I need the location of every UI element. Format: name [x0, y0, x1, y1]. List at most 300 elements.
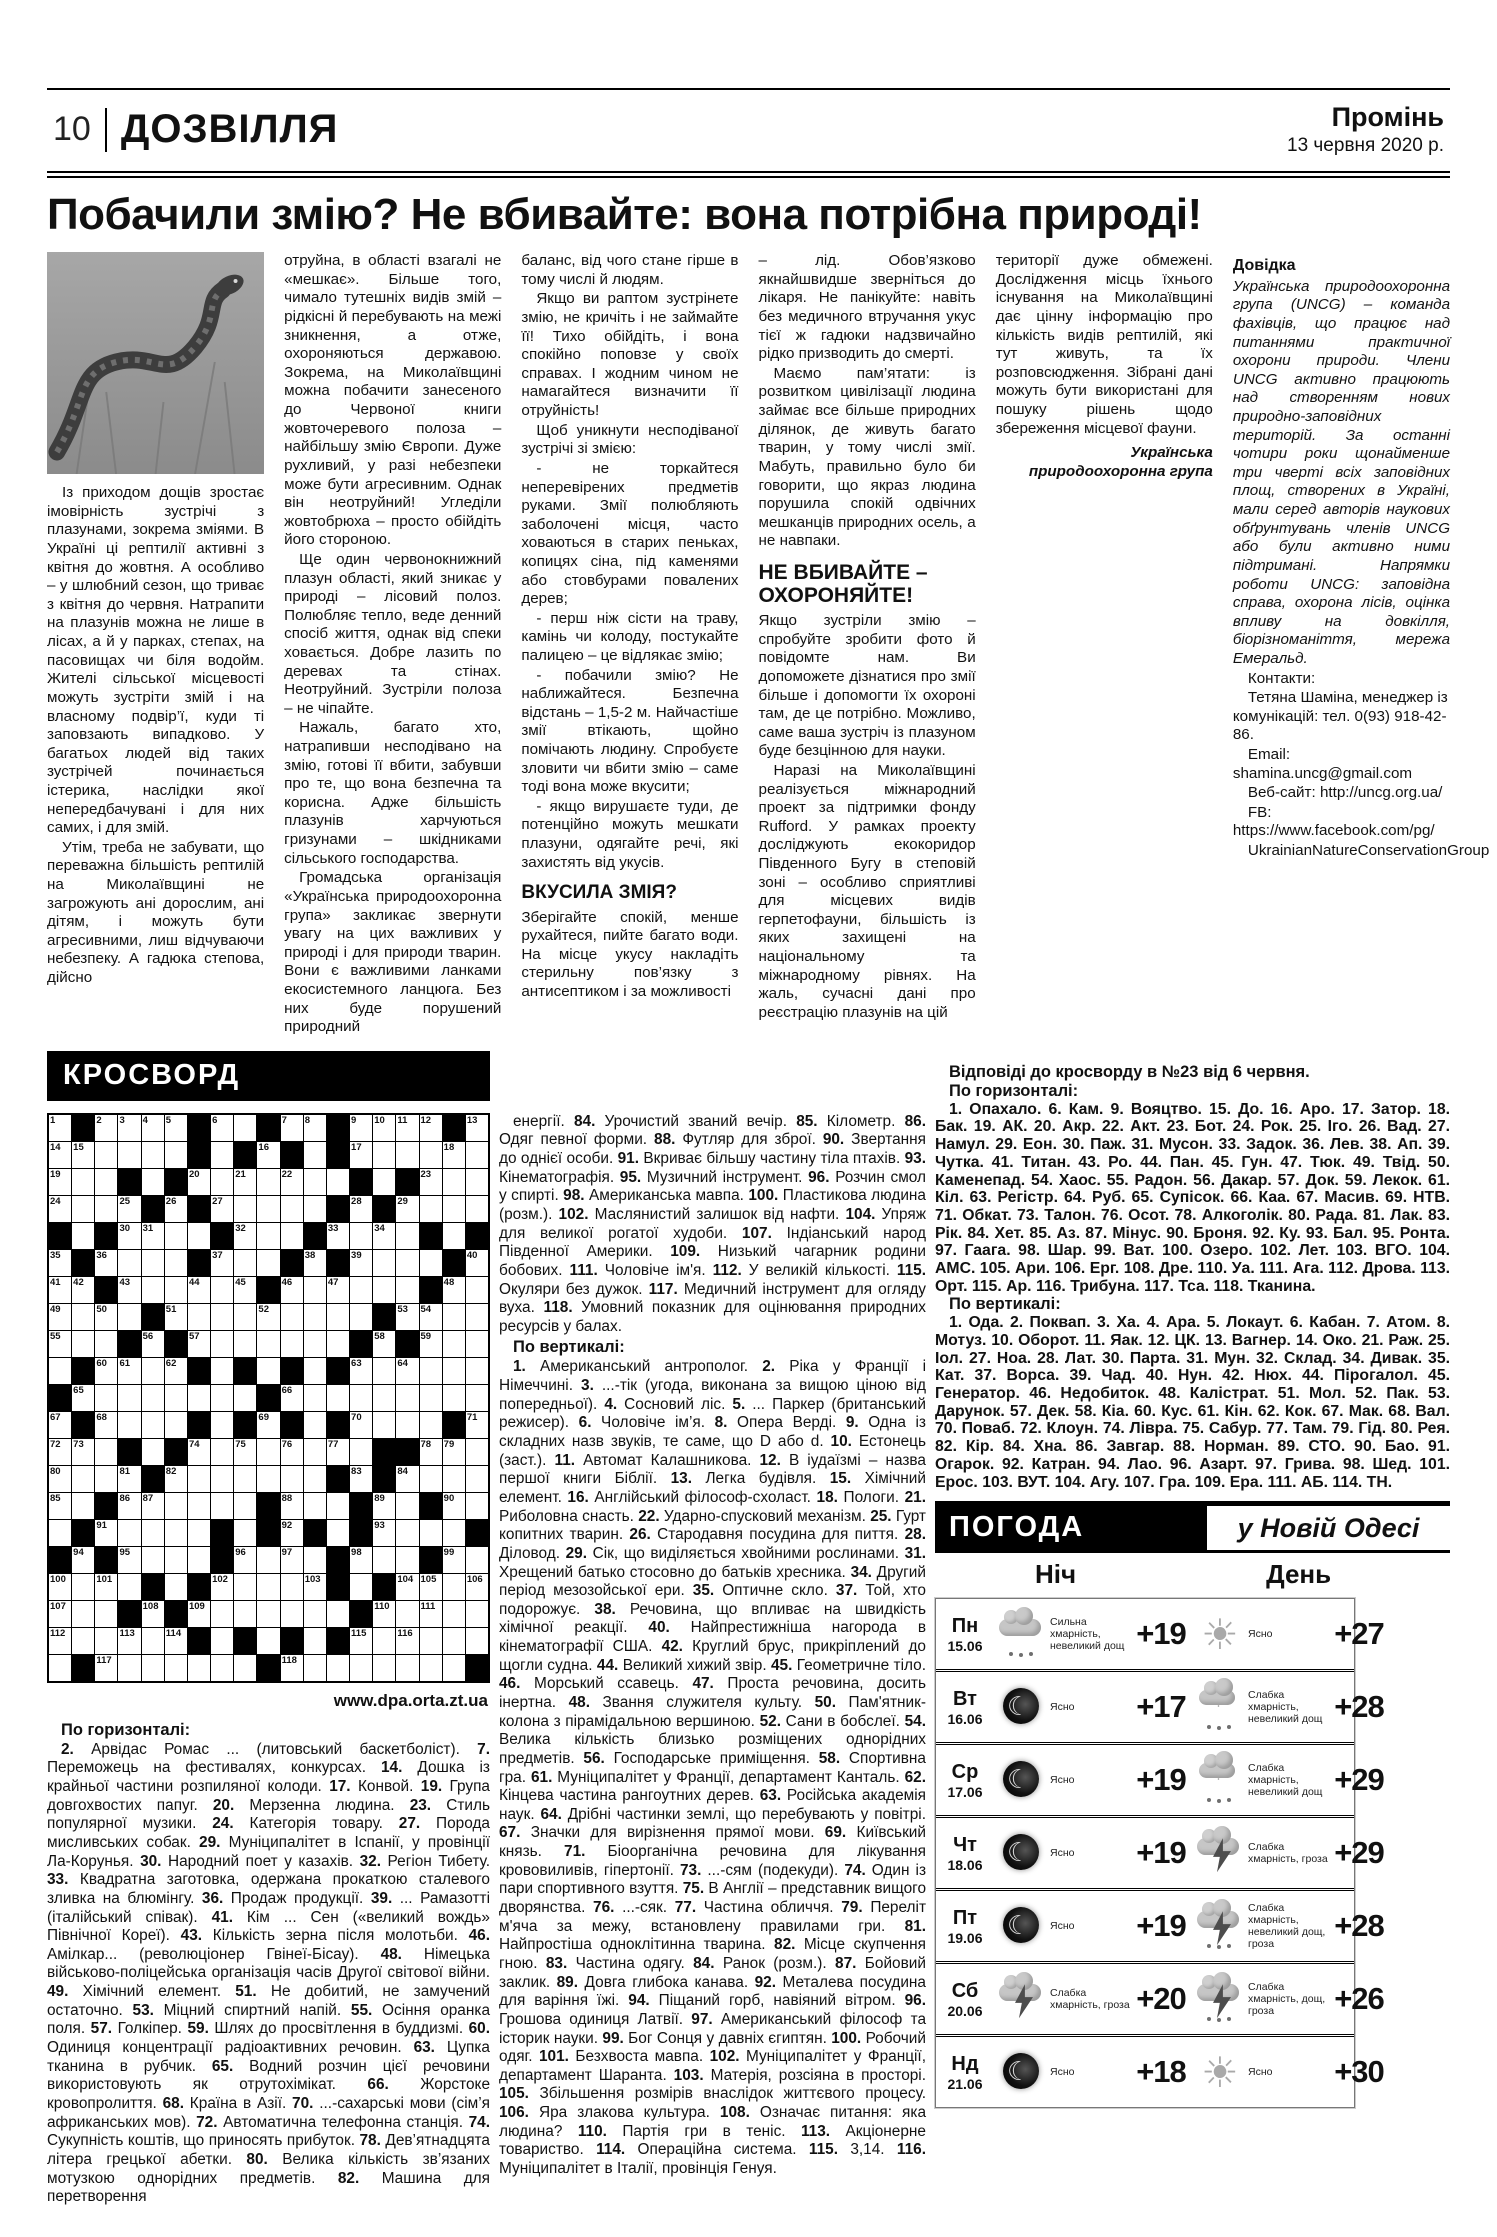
crossword-cell-r18c8 — [211, 1574, 233, 1600]
crossword-cell-r14c2 — [72, 1466, 94, 1492]
weather-night-temperature: +19 — [1136, 1908, 1186, 1944]
clue-number: 16. — [567, 1488, 589, 1506]
article-paragraph: - якщо вирушаєте туди, де потенційно можуть мешкати плазуни, одягайте речі, які захистять від укусів. — [521, 797, 739, 871]
clue-number: 84. — [693, 1954, 715, 1972]
crossword-cell-r17c9 — [234, 1547, 256, 1573]
crossword-cell-r16c13 — [327, 1520, 349, 1546]
crossword-cell-r21c17 — [420, 1655, 442, 1681]
crossword-cell-r19c11 — [281, 1601, 303, 1627]
weather-night-description: Ясно — [1050, 1920, 1075, 1933]
crossword-cell-r7c11 — [281, 1277, 303, 1303]
crossword-cell-r12c14 — [350, 1412, 372, 1438]
clue-number: 100. — [748, 1187, 779, 1205]
crossword-cell-r7c18 — [443, 1277, 465, 1303]
clue-number: 17. — [329, 1778, 351, 1796]
crossword-cell-r9c5 — [142, 1331, 164, 1357]
clue-number: 36. — [201, 1889, 224, 1907]
clue-number: 101. — [539, 2048, 569, 2066]
crossword-cell-r19c7 — [188, 1601, 210, 1627]
crossword-cell-number: 118 — [281, 1654, 297, 1666]
weather-day-abbr: Пн — [951, 1614, 979, 1637]
article-subheading: НЕ ВБИВАЙТЕ – ОХОРОНЯЙТЕ! — [758, 560, 928, 608]
clues-zone — [499, 1113, 926, 2207]
crossword-cell-number: 50 — [96, 1303, 107, 1315]
article-paragraph: Якщо зустріли змію – спробуйте зробити фото й повідомте нам. Ви допоможете дізнатися про змії більше і допомогти їх охороні там, де це потрібно. Можливо, саме ваша зустріч із плазуном буде безцінною для науки. — [758, 612, 976, 760]
moon-icon — [999, 1903, 1045, 1949]
crossword-cell-number: 112 — [50, 1627, 66, 1639]
clue-number: 35. — [692, 1582, 715, 1600]
weather-daytime-temperature: +29 — [1334, 1762, 1384, 1798]
crossword-cell-r11c2 — [72, 1385, 94, 1411]
clue-number: 44. — [596, 1656, 619, 1674]
crossword-cell-r14c15 — [373, 1466, 395, 1492]
crossword-cell-r3c1 — [49, 1169, 71, 1195]
crossword-cell-r2c11 — [281, 1142, 303, 1168]
crossword-cell-r10c9 — [234, 1358, 256, 1384]
crossword-cell-number: 98 — [351, 1546, 362, 1558]
weather-row-Сб — [936, 1961, 1384, 2034]
crossword-cell-r13c10 — [257, 1439, 279, 1465]
crossword-cell-r1c9 — [234, 1115, 256, 1141]
crossword-cell-r19c17 — [420, 1601, 442, 1627]
crossword-cell-r2c15 — [373, 1142, 395, 1168]
crossword-cell-number: 107 — [50, 1600, 66, 1612]
contact-line: Веб-сайт: http://uncg.org.ua/ — [1247, 784, 1443, 802]
snake-photo — [47, 252, 264, 474]
clue-number: 47. — [692, 1675, 714, 1693]
crossword-cell-r4c14 — [350, 1196, 372, 1222]
crossword-cell-r6c17 — [420, 1250, 442, 1276]
crossword-cell-number: 12 — [420, 1114, 432, 1126]
crossword-cell-r14c6 — [165, 1466, 187, 1492]
clue-number: 62. — [904, 1768, 926, 1786]
clue-number: 89. — [556, 1973, 579, 1991]
moon-icon — [999, 2049, 1045, 2095]
answers-title: Відповіді до кросворду в №23 від 6 червня. — [949, 1062, 1310, 1081]
crossword-cell-r1c8 — [211, 1115, 233, 1141]
crossword-cell-r18c19 — [466, 1574, 488, 1600]
crossword-cell-r11c18 — [443, 1385, 465, 1411]
crossword-cell-number: 16 — [258, 1141, 269, 1153]
crossword-cell-r18c2 — [72, 1574, 94, 1600]
clue-number: 8. — [714, 1414, 728, 1432]
crossword-cell-r16c9 — [234, 1520, 256, 1546]
clue-number: 20. — [212, 1796, 235, 1814]
moon-glyph — [1003, 1688, 1039, 1724]
weather-daytime-description: Слабка хмарність, невеликий дощ — [1248, 1689, 1323, 1726]
crossword-cell-r5c7 — [188, 1223, 210, 1249]
crossword-cell-r2c19 — [466, 1142, 488, 1168]
clue-number: 1. — [513, 1358, 526, 1376]
clue-number: 85. — [796, 1112, 818, 1130]
crossword-cell-r13c4 — [118, 1439, 140, 1465]
crossword-cell-r2c10 — [257, 1142, 279, 1168]
clue-number: 102. — [558, 1205, 589, 1223]
crossword-cell-r10c3 — [95, 1358, 117, 1384]
clue-number: 4. — [604, 1395, 618, 1413]
crossword-cell-r1c11 — [281, 1115, 303, 1141]
clue-number: 113. — [800, 2122, 831, 2140]
crossword-cell-r16c14 — [350, 1520, 372, 1546]
crossword-cell-number: 77 — [327, 1438, 339, 1450]
crossword-cell-r13c7 — [188, 1439, 210, 1465]
crossword-cell-number: 82 — [165, 1465, 177, 1477]
crossword-cell-r16c19 — [466, 1520, 488, 1546]
crossword-cell-r20c13 — [327, 1628, 349, 1654]
crossword-cell-r8c12 — [304, 1304, 326, 1330]
lower-section — [47, 1051, 1450, 2207]
crossword-cell-r19c6 — [165, 1601, 187, 1627]
clue-number: 78. — [359, 2132, 381, 2150]
crossword-cell-r2c14 — [350, 1142, 372, 1168]
crossword-cell-r13c12 — [304, 1439, 326, 1465]
crossword-cell-r15c14 — [350, 1493, 372, 1519]
clue-number: 22. — [638, 1507, 660, 1525]
crossword-zone — [47, 1051, 490, 2207]
crossword-cell-r14c7 — [188, 1466, 210, 1492]
crossword-cell-number: 32 — [235, 1222, 246, 1234]
crossword-cell-number: 15 — [73, 1141, 84, 1153]
moon-icon — [999, 1684, 1045, 1730]
clue-number: 82. — [774, 1936, 796, 1954]
crossword-cell-r2c3 — [95, 1142, 117, 1168]
crossword-cell-r18c12 — [304, 1574, 326, 1600]
crossword-cell-number: 102 — [212, 1573, 228, 1585]
crossword-cell-number: 58 — [374, 1330, 385, 1342]
crossword-cell-r6c13 — [327, 1250, 349, 1276]
crossword-cell-r9c7 — [188, 1331, 210, 1357]
crossword-cell-number: 51 — [165, 1303, 177, 1315]
crossword-cell-number: 101 — [96, 1573, 113, 1585]
crossword-cell-r3c11 — [281, 1169, 303, 1195]
crossword-cell-r13c5 — [142, 1439, 164, 1465]
crossword-cell-r8c18 — [443, 1304, 465, 1330]
clue-number: 27. — [398, 1815, 421, 1833]
crossword-cell-number: 104 — [397, 1573, 414, 1585]
crossword-cell-r20c4 — [118, 1628, 140, 1654]
clue-number: 115. — [808, 2141, 838, 2159]
crossword-cell-number: 74 — [188, 1438, 200, 1450]
crossword-cell-number: 87 — [142, 1492, 154, 1504]
clue-number: 19. — [420, 1778, 443, 1796]
weather-day-abbr: Ср — [951, 1760, 979, 1783]
crossword-cell-number: 34 — [374, 1222, 385, 1234]
crossword-cell-r18c6 — [165, 1574, 187, 1600]
crossword-cell-r21c7 — [188, 1655, 210, 1681]
crossword-cell-r20c6 — [165, 1628, 187, 1654]
crossword-cell-r1c14 — [350, 1115, 372, 1141]
crossword-cell-r8c2 — [72, 1304, 94, 1330]
article-paragraph: Наразі на Миколаївщині реалізується міжнародний проект за підтримки фонду Rufford. У рамках проекту досліджують екокоридор Південного Бугу в степовій зоні – особливо сприятливі для місцевих видів герпетофауни, більшість із яких захищені на національному та міжнародному рівнях. На жаль, сучасні дані про реєстрацію плазунів на цій — [758, 762, 976, 1021]
crossword-cell-number: 93 — [374, 1519, 385, 1531]
clue-number: 67. — [499, 1824, 521, 1842]
clue-number: 13. — [670, 1470, 693, 1488]
crossword-cell-r4c9 — [234, 1196, 256, 1222]
weather-row-Пн — [936, 1599, 1384, 1669]
crossword-cell-r16c10 — [257, 1520, 279, 1546]
crossword-cell-r8c14 — [350, 1304, 372, 1330]
crossword-cell-number: 94 — [73, 1546, 84, 1558]
crossword-cell-r10c4 — [118, 1358, 140, 1384]
weather-location: у Новій Одесі — [1207, 1501, 1450, 1553]
crossword-cell-r3c12 — [304, 1169, 326, 1195]
clue-number: 74. — [468, 2113, 490, 2131]
issue-date: 13 червня 2020 р. — [1287, 135, 1444, 156]
crossword-cell-r1c15 — [373, 1115, 395, 1141]
crossword-cell-number: 26 — [165, 1195, 177, 1207]
crossword-cell-r15c1 — [49, 1493, 71, 1519]
drops-glyph — [1205, 2017, 1229, 2022]
crossword-cell-r8c8 — [211, 1304, 233, 1330]
weather-day-abbr: Вт — [953, 1687, 977, 1710]
crossword-cell-r19c4 — [118, 1601, 140, 1627]
weather-day-cell — [936, 2053, 994, 2092]
clue-number: 103. — [673, 2066, 704, 2084]
crossword-cell-r12c13 — [327, 1412, 349, 1438]
crossword-cell-r5c4 — [118, 1223, 140, 1249]
weather-daytime-temperature: +26 — [1334, 1981, 1384, 2017]
crossword-cell-r1c1 — [49, 1115, 71, 1141]
crossword-cell-r21c18 — [443, 1655, 465, 1681]
answers-horizontal-label: По горизонталі: — [949, 1081, 1079, 1100]
crossword-cell-number: 63 — [351, 1357, 362, 1369]
crossword-cell-r11c1 — [49, 1385, 71, 1411]
crossword-cell-r10c17 — [420, 1358, 442, 1384]
crossword-cell-number: 97 — [281, 1546, 293, 1558]
horizontal-clues-label: По горизонталі: — [61, 1720, 191, 1739]
crossword-cell-r21c16 — [396, 1655, 418, 1681]
crossword-cell-r6c4 — [118, 1250, 140, 1276]
crossword-cell-r1c7 — [188, 1115, 210, 1141]
clue-number: 59. — [187, 2020, 209, 2038]
crossword-cell-r19c5 — [142, 1601, 164, 1627]
weather-daytime-description: Слабка хмарність, дощ, гроза — [1248, 1981, 1326, 2018]
crossword-cell-r15c3 — [95, 1493, 117, 1519]
crossword-cell-r21c19 — [466, 1655, 488, 1681]
clue-number: 68. — [162, 2094, 185, 2112]
weather-day-date: 17.06 — [947, 1783, 983, 1800]
crossword-cell-r19c18 — [443, 1601, 465, 1627]
crossword-cell-r2c13 — [327, 1142, 349, 1168]
weather-day-cell — [936, 1907, 994, 1946]
crossword-cell-r17c5 — [142, 1547, 164, 1573]
crossword-cell-r17c14 — [350, 1547, 372, 1573]
crossword-cell-number: 62 — [165, 1357, 177, 1369]
crossword-cell-r17c12 — [304, 1547, 326, 1573]
crossword-cell-r14c17 — [420, 1466, 442, 1492]
crossword-cell-r3c17 — [420, 1169, 442, 1195]
crossword-cell-r14c13 — [327, 1466, 349, 1492]
crossword-cell-number: 110 — [374, 1600, 390, 1612]
clue-number: 2. — [61, 1740, 74, 1758]
weather-night-icon-cell — [994, 1976, 1050, 2022]
clue-number: 54. — [904, 1712, 926, 1730]
clue-number: 70. — [292, 2094, 314, 2112]
crossword-cell-number: 71 — [466, 1411, 478, 1423]
crossword-cell-r5c19 — [466, 1223, 488, 1249]
answers-horizontal: 1. Опахало. 6. Кам. 9. Вояцтво. 15. До. 16. Аро. 17. Затор. 18. Бак. 19. АК. 20. Акр. 22. Акт. 23. Бот. 24. Рок. 25. Іго. 26. Вад. 27. Намул. 29. Еон. 30. Паж. 31. Мусон. 33. Задок. 36. Лев. 38. Ап. 39. Чутка. 41. Титан. 43. Ро. 44. Пан. 45. Гун. 47. Тюк. 49. Твід. 50. Каменепад. 54. Хаос. 55. Радон. 56. Дакар. 57. Док. 59. Лекок. 61. Кіл. 63. Регістр. 64. Руб. 65. Супісок. 66. Каа. 67. Масив. 69. НТВ. 71. Обкат. 73. Талон. 76. Осот. 78. Алкоголік. 80. Рада. 81. Лак. 83. Рік. 84. Хет. 85. Аз. 87. Мінус. 90. Броня. 92. Ку. 93. Бал. 95. Ронта. 97. Гаага. 98. Шар. 99. Ват. 100. Озеро. 102. Лет. 103. ВГО. 104. АМС. 105. Ари. 106. Ерг. 108. Дре. 110. Уа. 111. Ага. 112. Дрова. 113. Орт. 115. Ар. 116. Трибуна. 117. Тса. 118. Тканина. — [935, 1100, 1450, 1295]
crossword-cell-r8c15 — [373, 1304, 395, 1330]
crossword-cell-number: 109 — [188, 1600, 205, 1612]
crossword-cell-r11c8 — [211, 1385, 233, 1411]
crossword-cell-r7c9 — [234, 1277, 256, 1303]
crossword-cell-r4c15 — [373, 1196, 395, 1222]
crossword-cell-number: 43 — [119, 1276, 131, 1288]
clue-number: 117. — [648, 1280, 678, 1298]
crossword-cell-r18c18 — [443, 1574, 465, 1600]
crossword-cell-r17c15 — [373, 1547, 395, 1573]
crossword-cell-r8c19 — [466, 1304, 488, 1330]
crossword-cell-r3c4 — [118, 1169, 140, 1195]
clue-number: 106. — [499, 2104, 529, 2122]
weather-night-icon-cell — [994, 1611, 1050, 1657]
crossword-cell-r14c1 — [49, 1466, 71, 1492]
weather-night-icon-cell — [994, 1684, 1050, 1730]
crossword-cell-r3c15 — [373, 1169, 395, 1195]
crossword-cell-r1c17 — [420, 1115, 442, 1141]
crossword-cell-r12c5 — [142, 1412, 164, 1438]
clue-number: 65. — [211, 2057, 234, 2075]
crossword-cell-number: 40 — [466, 1249, 478, 1261]
weather-daytime-description: Слабка хмарність, невеликий дощ, гроза — [1248, 1902, 1326, 1951]
crossword-cell-r14c3 — [95, 1466, 117, 1492]
article-paragraph: - не торкайтеся неперевірених предметів руками. Змії полюбляють заболочені місця, часто ховаються в старих пеньках, копицях сіна, під каменями або стовбурами повалених дерев; — [521, 459, 739, 608]
crossword-cell-number: 96 — [235, 1546, 246, 1558]
crossword-cell-r2c18 — [443, 1142, 465, 1168]
masthead-left — [53, 107, 338, 152]
clue-number: 95. — [619, 1168, 642, 1186]
crossword-cell-r9c14 — [350, 1331, 372, 1357]
cloud-rain-storm-icon — [1197, 1976, 1243, 2022]
clue-number: 43. — [180, 1927, 203, 1945]
weather-night-temperature: +20 — [1136, 1981, 1186, 2017]
weather-daytime-description: Слабка хмарність, невеликий дощ — [1248, 1762, 1323, 1799]
crossword-cell-number: 114 — [165, 1627, 182, 1639]
crossword-cell-r18c15 — [373, 1574, 395, 1600]
weather-daytime-icon-cell — [1192, 2049, 1248, 2095]
weather-header — [935, 1501, 1450, 1553]
crossword-cell-r3c7 — [188, 1169, 210, 1195]
crossword-cell-r14c9 — [234, 1466, 256, 1492]
crossword-cell-r6c19 — [466, 1250, 488, 1276]
crossword-cell-r7c3 — [95, 1277, 117, 1303]
clue-number: 23. — [409, 1796, 432, 1814]
crossword-cell-r11c6 — [165, 1385, 187, 1411]
clue-number: 42. — [661, 1638, 683, 1656]
crossword-cell-r5c12 — [304, 1223, 326, 1249]
crossword-cell-r21c12 — [304, 1655, 326, 1681]
crossword-cell-r13c17 — [420, 1439, 442, 1465]
crossword-cell-r4c8 — [211, 1196, 233, 1222]
crossword-cell-number: 81 — [119, 1465, 131, 1477]
crossword-cell-r4c3 — [95, 1196, 117, 1222]
crossword-cell-r20c16 — [396, 1628, 418, 1654]
moon-glyph — [1003, 1761, 1039, 1797]
crossword-cell-r12c9 — [234, 1412, 256, 1438]
weather-day-date: 18.06 — [947, 1856, 983, 1873]
article-paragraph: Щоб уникнути несподіваної зустрічі зі змією: — [521, 421, 739, 458]
crossword-cell-r12c19 — [466, 1412, 488, 1438]
crossword-cell-r19c2 — [72, 1601, 94, 1627]
crossword-cell-r12c16 — [396, 1412, 418, 1438]
crossword-cell-r11c7 — [188, 1385, 210, 1411]
crossword-cell-r4c6 — [165, 1196, 187, 1222]
clue-number: 53. — [132, 2001, 154, 2019]
crossword-cell-r16c11 — [281, 1520, 303, 1546]
crossword-cell-r16c5 — [142, 1520, 164, 1546]
crossword-cell-r20c9 — [234, 1628, 256, 1654]
crossword-cell-number: 76 — [281, 1438, 293, 1450]
crossword-cell-r12c4 — [118, 1412, 140, 1438]
crossword-cell-r18c17 — [420, 1574, 442, 1600]
crossword-cell-r15c6 — [165, 1493, 187, 1519]
night-column-label: Ніч — [1035, 1559, 1077, 1590]
crossword-cell-r16c1 — [49, 1520, 71, 1546]
crossword-cell-r10c6 — [165, 1358, 187, 1384]
crossword-cell-r9c11 — [281, 1331, 303, 1357]
crossword-cell-r12c15 — [373, 1412, 395, 1438]
crossword-cell-number: 8 — [304, 1114, 311, 1126]
cloud-rain-icon — [999, 1611, 1045, 1657]
crossword-cell-number: 39 — [351, 1249, 362, 1261]
crossword-cell-r11c3 — [95, 1385, 117, 1411]
crossword-cell-r4c13 — [327, 1196, 349, 1222]
crossword-cell-r4c12 — [304, 1196, 326, 1222]
clue-number: 58. — [818, 1749, 841, 1767]
crossword-cell-r17c3 — [95, 1547, 117, 1573]
clue-number: 81. — [904, 1917, 926, 1935]
crossword-cell-r21c1 — [49, 1655, 71, 1681]
crossword-cell-r15c9 — [234, 1493, 256, 1519]
weather-night-icon-cell — [994, 1757, 1050, 1803]
crossword-cell-r11c5 — [142, 1385, 164, 1411]
clue-number: 111. — [569, 1261, 598, 1279]
crossword-cell-number: 75 — [235, 1438, 246, 1450]
weather-night-temperature: +18 — [1136, 2054, 1186, 2090]
crossword-cell-r6c14 — [350, 1250, 372, 1276]
crossword-cell-r15c18 — [443, 1493, 465, 1519]
article-paragraph: Громадська організація «Українська природоохоронна група» закликає звернути увагу на цих важливих у природі і для природи тварин. Вони є важливими ланками екосистемного ланцюга. Без них буде порушений природний — [284, 869, 502, 1036]
clue-number: 86. — [904, 1112, 926, 1130]
crossword-cell-r8c6 — [165, 1304, 187, 1330]
crossword-cell-number: 61 — [119, 1357, 131, 1369]
clue-number: 112. — [712, 1261, 742, 1279]
crossword-cell-r14c19 — [466, 1466, 488, 1492]
crossword-cell-number: 11 — [397, 1114, 408, 1126]
weather-day-date: 19.06 — [947, 1929, 983, 1946]
crossword-cell-number: 19 — [50, 1168, 61, 1180]
crossword-cell-r12c3 — [95, 1412, 117, 1438]
crossword-cell-r13c9 — [234, 1439, 256, 1465]
crossword-cell-number: 1 — [50, 1114, 56, 1126]
crossword-cell-number: 72 — [50, 1438, 61, 1450]
crossword-cell-r4c4 — [118, 1196, 140, 1222]
crossword-cell-r2c8 — [211, 1142, 233, 1168]
crossword-cell-r16c6 — [165, 1520, 187, 1546]
crossword-cell-r3c5 — [142, 1169, 164, 1195]
clue-number: 6. — [578, 1414, 592, 1432]
weather-night-description: Ясно — [1050, 2066, 1075, 2079]
crossword-cell-r5c3 — [95, 1223, 117, 1249]
crossword-cell-number: 66 — [281, 1384, 293, 1396]
article-paragraph: – лід. Обов’язково якнайшвидше зверніться до лікаря. Не панікуйте: навіть без медичного втручання укус тієї ж гадюки надзвичайно рідко призводить до смерті. — [758, 252, 976, 363]
crossword-cell-r7c10 — [257, 1277, 279, 1303]
crossword-cell-number: 23 — [420, 1168, 432, 1180]
moon-glyph — [1003, 2053, 1039, 2089]
clue-number: 33. — [47, 1871, 69, 1889]
crossword-cell-r18c13 — [327, 1574, 349, 1600]
crossword-cell-r12c6 — [165, 1412, 187, 1438]
